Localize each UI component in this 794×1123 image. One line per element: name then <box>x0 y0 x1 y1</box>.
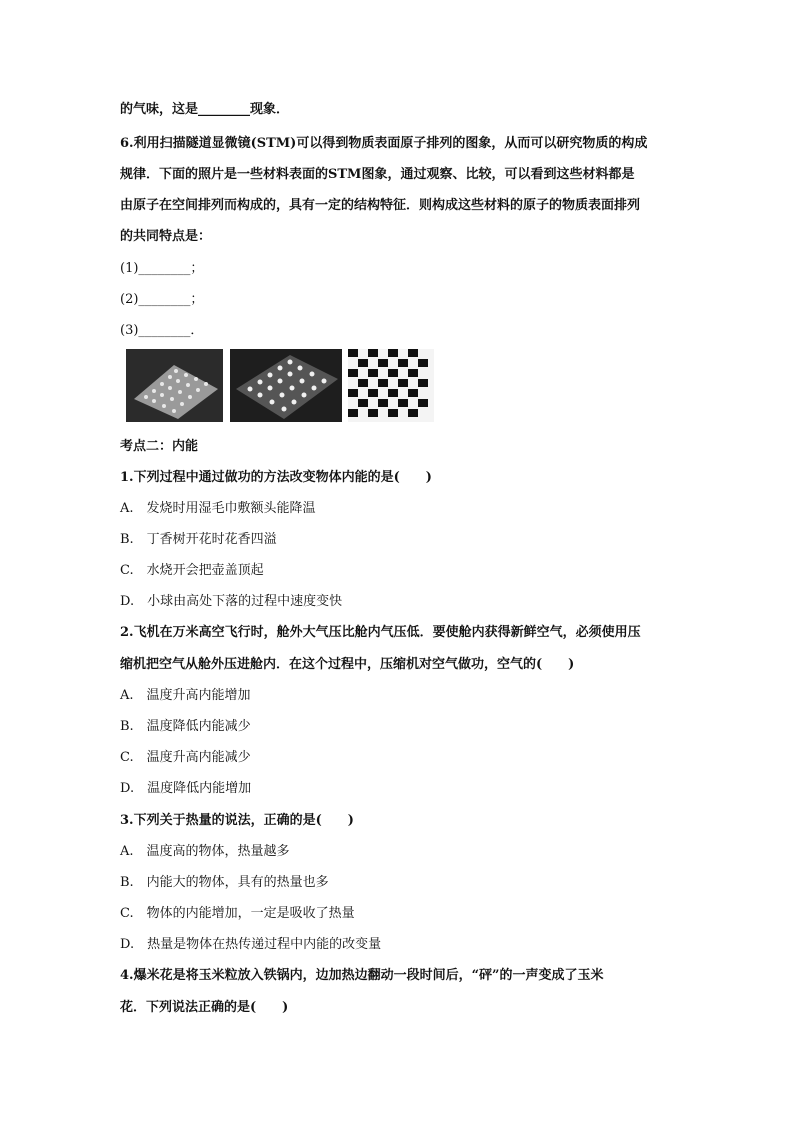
question-1-option-a: A. 发烧时用湿毛巾敷额头能降温 <box>120 501 316 516</box>
question-2-option-a: A. 温度升高内能增加 <box>120 688 251 703</box>
question-6-line-3: 由原子在空间排列而构成的，具有一定的结构特征．则构成这些材料的原子的物质表面排列 <box>120 198 641 213</box>
question-1-option-d: D. 小球由高处下落的过程中速度变快 <box>120 594 343 609</box>
question-6-line-4: 的共同特点是： <box>120 229 212 244</box>
stm-image-3 <box>348 349 434 422</box>
question-3-option-c: C. 物体的内能增加，一定是吸收了热量 <box>120 906 355 921</box>
stm-image-2 <box>230 349 342 422</box>
stm-image-1 <box>126 349 223 422</box>
question-2-option-b: B. 温度降低内能减少 <box>120 719 251 734</box>
question-4-stem-line-1: 4.爆米花是将玉米粒放入铁锅内，边加热边翻动一段时间后，“砰”的一声变成了玉米 <box>120 968 604 983</box>
question-6-line-1: 6.利用扫描隧道显微镜(STM)可以得到物质表面原子排列的图象，从而可以研究物质的构成 <box>120 136 648 151</box>
question-3-option-d: D. 热量是物体在热传递过程中内能的改变量 <box>120 937 382 952</box>
blank-3: (3)________． <box>120 323 204 338</box>
question-2-stem-line-2: 缩机把空气从舱外压进舱内．在这个过程中，压缩机对空气做功，空气的( ) <box>120 657 575 672</box>
question-2-option-c: C. 温度升高内能减少 <box>120 750 251 765</box>
question-1-option-b: B. 丁香树开花时花香四溢 <box>120 532 277 547</box>
question-3-stem: 3.下列关于热量的说法，正确的是( ) <box>120 813 354 828</box>
blank-1: (1)________； <box>120 261 204 276</box>
blank-2: (2)________； <box>120 292 204 307</box>
stm-image-strip <box>126 349 434 422</box>
section-title: 考点二：内能 <box>120 439 199 454</box>
stm-dots-icon <box>230 349 342 422</box>
text-line-1: 的气味，这是________现象． <box>120 102 290 117</box>
question-3-option-b: B. 内能大的物体，具有的热量也多 <box>120 875 329 890</box>
question-6-line-2: 规律．下面的照片是一些材料表面的STM图象，通过观察、比较，可以看到这些材料都是 <box>120 167 635 182</box>
question-1-option-c: C. 水烧开会把壶盖顶起 <box>120 563 264 578</box>
question-2-stem-line-1: 2.飞机在万米高空飞行时，舱外大气压比舱内气压低．要使舱内获得新鲜空气，必须使用压 <box>120 625 641 640</box>
question-3-option-a: A. 温度高的物体，热量越多 <box>120 844 290 859</box>
question-4-stem-line-2: 花．下列说法正确的是( ) <box>120 1000 289 1015</box>
stm-lattice-icon <box>126 349 223 422</box>
question-2-option-d: D. 温度降低内能增加 <box>120 781 252 796</box>
question-1-stem: 1.下列过程中通过做功的方法改变物体内能的是( ) <box>120 470 432 485</box>
stm-weave-icon <box>348 349 434 422</box>
